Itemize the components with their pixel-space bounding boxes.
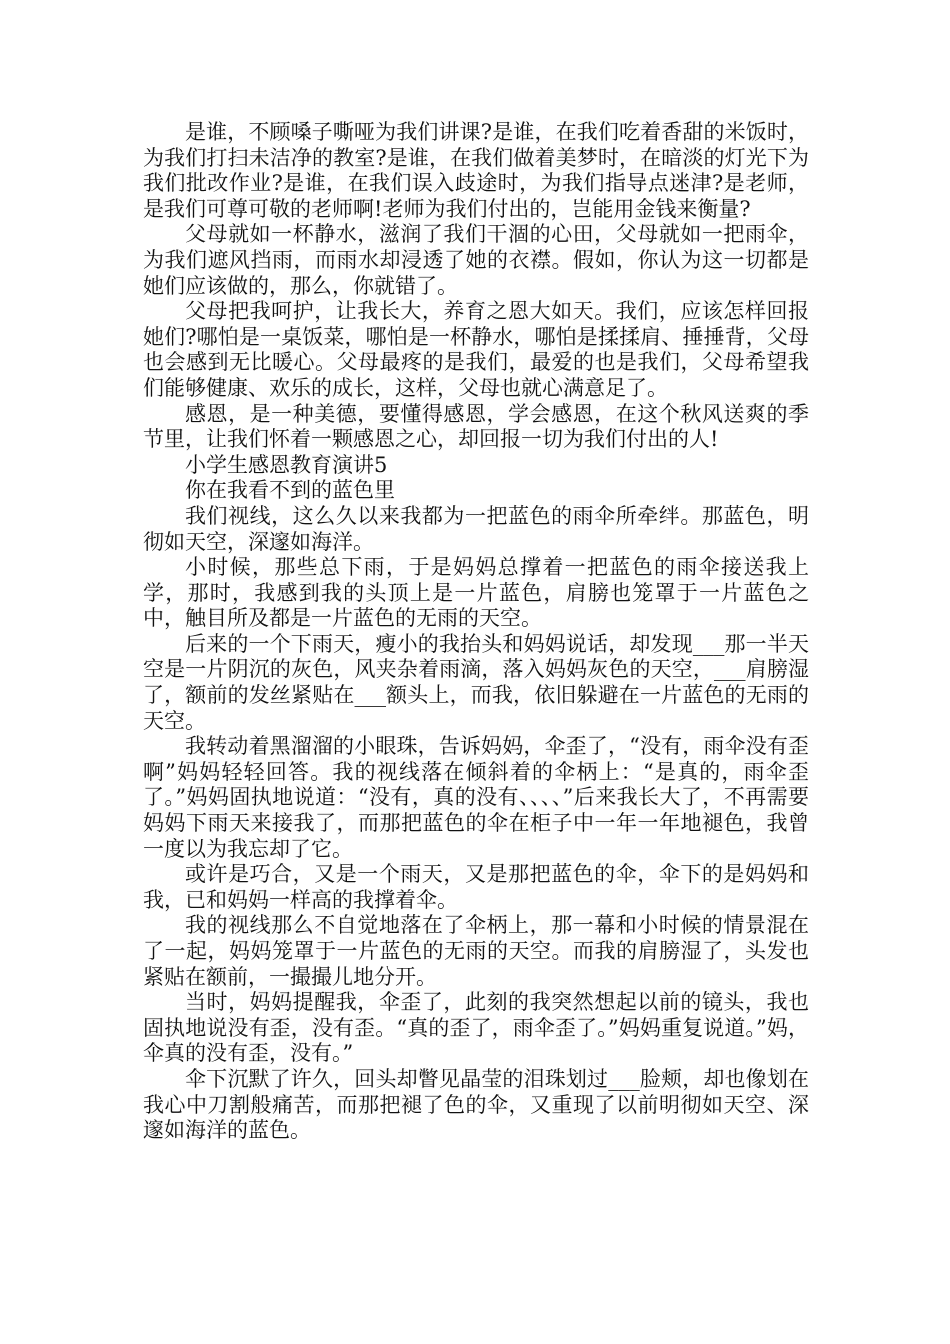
essay-title: 你在我看不到的蓝色里 (185, 478, 395, 503)
paragraph-11: 当时，妈妈提醒我，伞歪了，此刻的我突然想起以前的镜头，我也固执地说没有歪，没有歪。“真的歪了，雨伞歪了。”妈妈重复说道。”妈，伞真的没有歪，没有。” (143, 990, 809, 1066)
paragraph-5: 我们视线，这么久以来我都为一把蓝色的雨伞所牵绊。那蓝色，明彻如天空，深邃如海洋。 (143, 503, 809, 554)
paragraph-7: 后来的一个下雨天，瘦小的我抬头和妈妈说话，却发现___那一半天空是一片阴沉的灰色，风夹杂着雨滴，落入妈妈灰色的天空，___肩膀湿了，额前的发丝紧贴在___额头上，而我，依旧躲避在一片蓝色的无雨的天空。 (143, 631, 809, 733)
paragraph-4: 感恩，是一种美德，要懂得感恩，学会感恩，在这个秋风送爽的季节里，让我们怀着一颗感恩之心，却回报一切为我们付出的人! (143, 401, 809, 452)
paragraph-12: 伞下沉默了许久，回头却瞥见晶莹的泪珠划过___脸颊，却也像划在我心中刀割般痛苦，而那把褪了色的伞，又重现了以前明彻如天空、深邃如海洋的蓝色。 (143, 1066, 809, 1143)
section-title: 小学生感恩教育演讲5 (185, 452, 388, 477)
paragraph-2: 父母就如一杯静水，滋润了我们干涸的心田，父母就如一把雨伞，为我们遮风挡雨，而雨水却浸透了她的衣襟。假如，你认为这一切都是她们应该做的，那么，你就错了。 (143, 222, 809, 298)
paragraph-10: 我的视线那么不自觉地落在了伞柄上，那一幕和小时候的情景混在了一起，妈妈笼罩于一片蓝色的无雨的天空。而我的肩膀湿了，头发也紧贴在额前，一撮撮儿地分开。 (143, 913, 809, 989)
paragraph-3: 父母把我呵护，让我长大，养育之恩大如天。我们，应该怎样回报她们?哪怕是一桌饭菜，哪怕是一杯静水，哪怕是揉揉肩、捶捶背，父母也会感到无比暖心。父母最疼的是我们，最爱的也是我们，父母希望我们能够健康、欢乐的成长，这样，父母也就心满意足了。 (143, 299, 809, 400)
document-page (143, 120, 809, 1144)
paragraph-9: 或许是巧合，又是一个雨天，又是那把蓝色的伞，伞下的是妈妈和我，已和妈妈一样高的我撑着伞。 (143, 862, 809, 912)
paragraph-1: 是谁，不顾嗓子嘶哑为我们讲课?是谁，在我们吃着香甜的米饭时，为我们打扫未洁净的教室?是谁，在我们做着美梦时，在暗淡的灯光下为我们批改作业?是谁，在我们误入歧途时，为我们指导点迷津?是老师，是我们可尊可敬的老师啊!老师为我们付出的，岂能用金钱来衡量? (143, 120, 809, 221)
paragraph-6: 小时候，那些总下雨，于是妈妈总撑着一把蓝色的雨伞接送我上学，那时，我感到我的头顶上是一片蓝色，肩膀也笼罩于一片蓝色之中，触目所及都是一片蓝色的无雨的天空。 (143, 555, 809, 631)
paragraph-8: 我转动着黑溜溜的小眼珠，告诉妈妈，伞歪了，“没有，雨伞没有歪啊”妈妈轻轻回答。我的视线落在倾斜着的伞柄上：“是真的，雨伞歪了。”妈妈固执地说道：“没有，真的没有、、、、”后来我长大了，不再需要妈妈下雨天来接我了，而那把蓝色的伞在柜子中一年一年地褪色，我曾一度以为我忘却了它。 (143, 734, 809, 861)
